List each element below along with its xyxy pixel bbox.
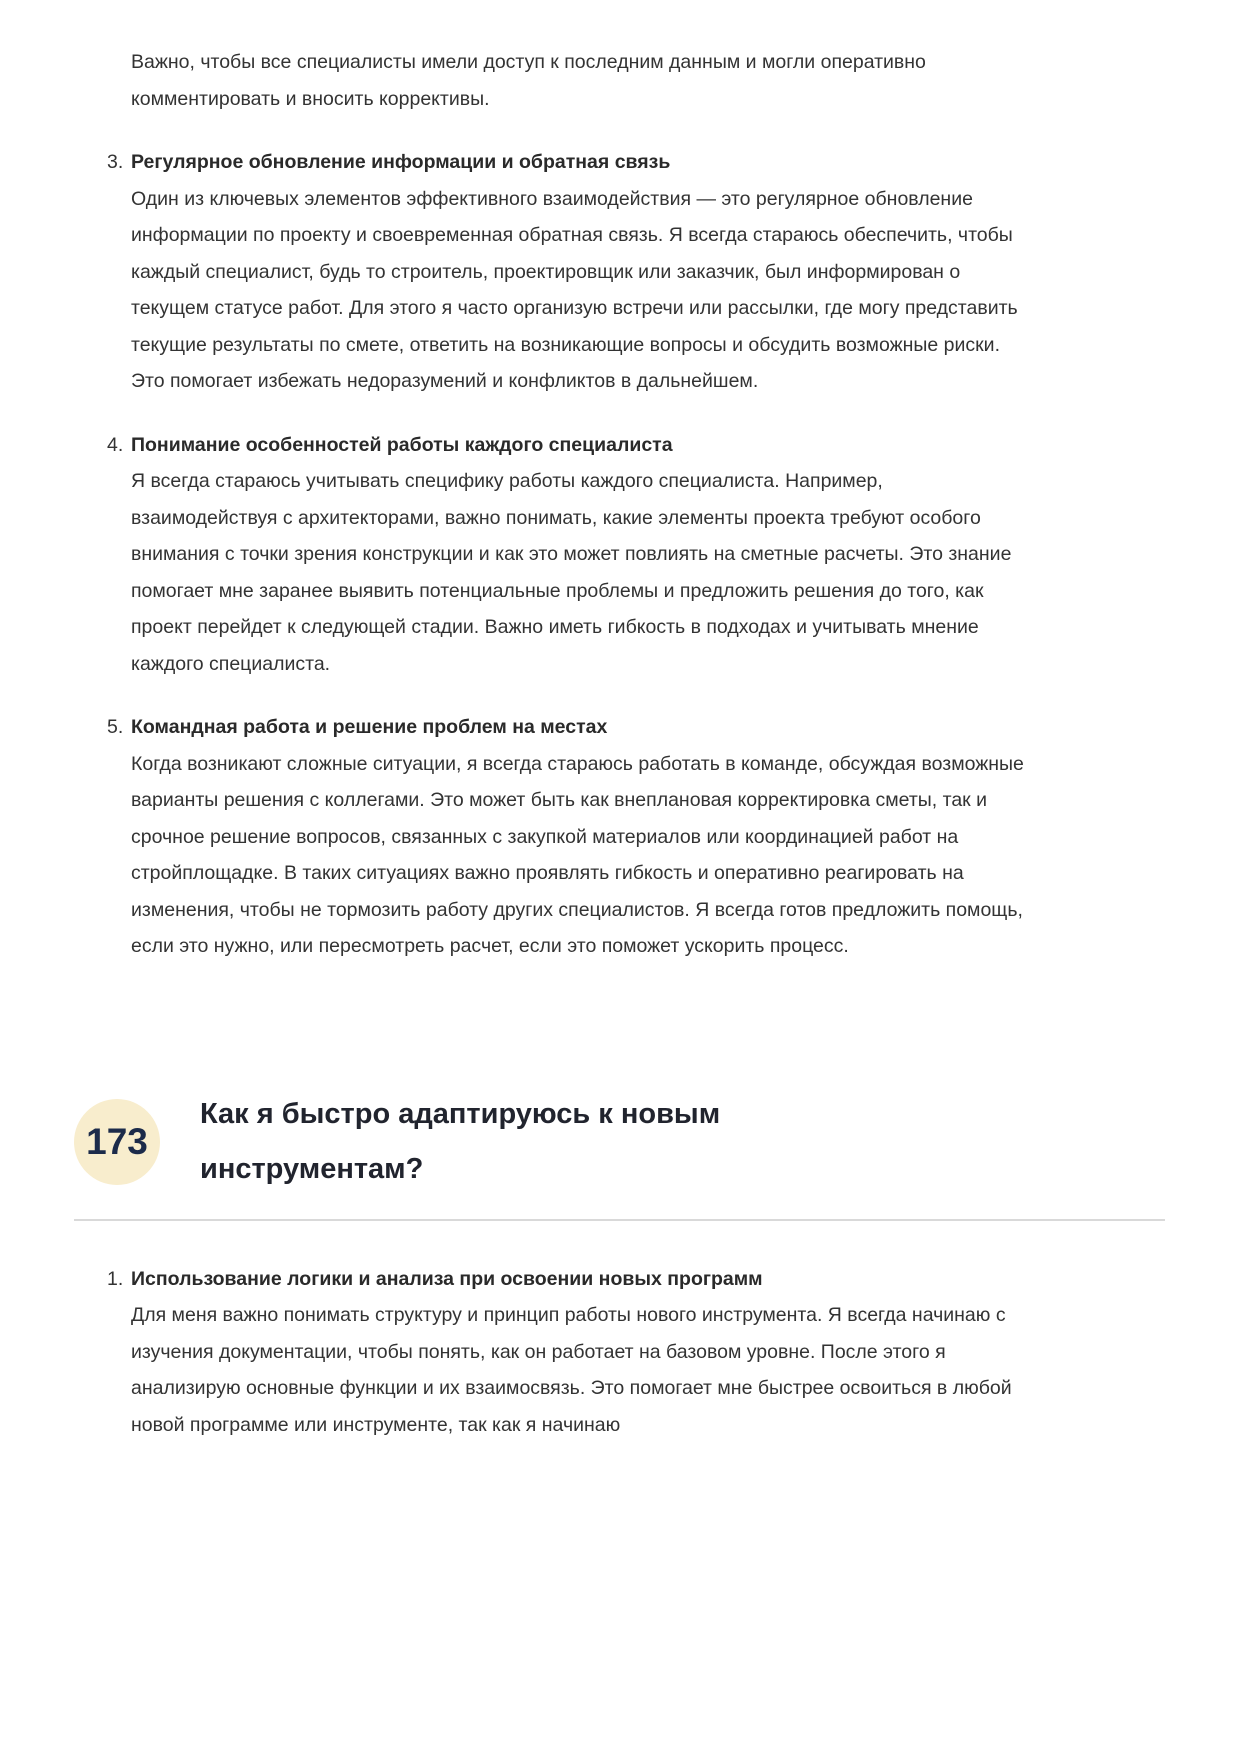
list-item-content bbox=[131, 709, 1033, 965]
list-item bbox=[107, 1261, 1034, 1444]
text-column bbox=[74, 44, 1034, 965]
list-item-content bbox=[131, 144, 1033, 400]
text-column bbox=[74, 1261, 1034, 1444]
section-header bbox=[74, 1087, 1165, 1197]
list-item bbox=[107, 144, 1034, 400]
list-item-content bbox=[131, 1261, 1033, 1444]
list-item bbox=[107, 427, 1034, 683]
paragraph-continuation: Важно, чтобы все специалисты имели доступ к последним данным и могли оперативно комментировать и вносить коррективы. bbox=[131, 51, 926, 110]
list-item-number: 5. bbox=[107, 716, 124, 738]
question-number-badge bbox=[74, 1099, 160, 1185]
question-number: 173 bbox=[86, 1120, 148, 1162]
section-title: Как я быстро адаптируюсь к новым инструментам? bbox=[200, 1097, 721, 1185]
list-item-body: Когда возникают сложные ситуации, я всегда стараюсь работать в команде, обсуждая возможные варианты решения с коллегами. Это может быть как внеплановая корректировка сметы, так и срочное решение вопросов, связанных с закупкой материалов или координацией работ на стройплощадке. В таких ситуациях важно проявлять гибкость и оперативно реагировать на изменения, чтобы не тормозить работу других специалистов. Я всегда готов предложить помощь, если это нужно, или пересмотреть расчет, если это поможет ускорить процесс. bbox=[131, 752, 1024, 957]
list-item-number: 3. bbox=[107, 151, 124, 173]
list-item-number: 4. bbox=[107, 433, 124, 456]
list-item-number: 1. bbox=[107, 1267, 124, 1290]
list-item-heading: Понимание особенностей работы каждого специалиста bbox=[131, 433, 673, 456]
numbered-list bbox=[107, 144, 1034, 965]
list-item-body: Один из ключевых элементов эффективного взаимодействия — это регулярное обновление информации по проекту и своевременная обратная связь. Я всегда стараюсь обеспечить, чтобы каждый специалист, будь то строитель, проектировщик или заказчик, был информирован о текущем статусе работ. Для этого я часто организую встречи или рассылки, где могу представить текущие результаты по смете, ответить на возникающие вопросы и обсудить возможные риски. Это помогает избежать недоразумений и конфликтов в дальнейшем. bbox=[131, 187, 1018, 392]
section-divider bbox=[74, 1219, 1165, 1221]
list-item-heading: Регулярное обновление информации и обратная связь bbox=[131, 151, 671, 173]
list-item-body: Я всегда стараюсь учитывать специфику работы каждого специалиста. Например, взаимодействуя с архитекторами, важно понимать, какие элементы проекта требуют особого внимания с точки зрения конструкции и как это может повлиять на сметные расчеты. Это знание помогает мне заранее выявить потенциальные проблемы и предложить решения до того, как проект перейдет к следующей стадии. Важно иметь гибкость в подходах и учитывать мнение каждого специалиста. bbox=[131, 470, 1012, 675]
list-item bbox=[107, 709, 1034, 965]
list-item-heading: Использование логики и анализа при освоении новых программ bbox=[131, 1267, 763, 1290]
numbered-list bbox=[107, 1261, 1034, 1444]
list-item-content bbox=[131, 427, 1033, 683]
list-item-body: Для меня важно понимать структуру и принцип работы нового инструмента. Я всегда начинаю с изучения документации, чтобы понять, как он работает на базовом уровне. После этого я анализирую основные функции и их взаимосвязь. Это помогает мне быстрее освоиться в любой новой программе или инструменте, так как я начинаю bbox=[131, 1304, 1012, 1436]
list-item-heading: Командная работа и решение проблем на местах bbox=[131, 716, 608, 738]
